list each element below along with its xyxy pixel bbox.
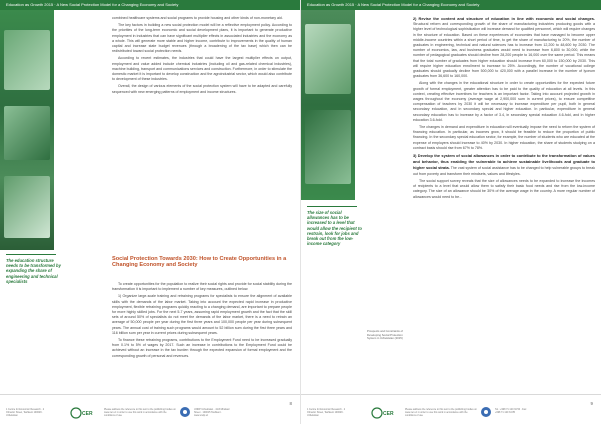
paragraph-text: Structural reform and corresponding growth of the share of manufacturing industries producing goods with a higher level of technological sophistication will increase demand for qualified personnel, which will require changes in the structure of education. Based on these experiences of economies that have managed to become upper middle-income countries within a short period of time, to get the share of manufacturing to 20%, the number of graduates in engineering, technical and natural sciences has to increase from 12,200 to 48,600 by 2030. The number of economics, law, and business graduates would need to increase from 6,800 to 30,000, while the number of pedagogical graduates should decline from 28,200 people to 16,000 over the same period. This means that the total number of graduates from higher education should increase from 60,000 to 150,000 by 2030. This will require higher education enrollment to increase to 25%. Accordingly, the number of vocational college graduates should gradually decline from 500,000 to 420,000 with a parallel increase in the number of lyceum graduates from 36,600 to 160,000. — [413, 22, 595, 79]
un-emblem-icon — [180, 407, 190, 417]
page-header-right: Education as Growth 2015 · A New Social Protection Model for a Changing Economy and Society — [301, 0, 601, 10]
paragraph — [413, 81, 595, 123]
footer-address: 1 Centre for Economic Research · 2 Olmazor Street, Tashkent 100029 · Uzbekistan — [307, 408, 346, 418]
page-footer-left — [0, 394, 300, 424]
photo-people-3 — [4, 176, 50, 238]
left-body-top — [112, 16, 292, 97]
paragraph — [413, 179, 595, 200]
paragraph: According to recent estimates, the industries that could have the largest multiplier effects on output, employment and value added include chemical industries (including oil and gas-related chemical industries), machine building, transport and communications services and construction. Furthermore, in order to stimulate the domestic market it is important to develop construction and the agroindustrial sector, which would also contribute to development of these industries. — [112, 56, 292, 82]
photo-strip-right — [301, 10, 355, 200]
section-title: Social Protection Towards 2030: How to Create Opportunities in a Changing Economy and Society — [112, 256, 287, 269]
left-body-bottom — [112, 282, 292, 361]
footer-disclaimer: Please address the reference to this text to the publishing bodies on www.cer.uz in order to use this work in accordance with the conditions of use — [405, 408, 477, 418]
sidebar-quote-left: The education structure needs to be transformed by expanding the share of engineering and technical specialists — [6, 258, 61, 284]
footer-address: 1 Centre for Economic Research · 2 Olmazor Street, Tashkent 100029 · Uzbekistan — [6, 408, 45, 418]
paragraph: To create opportunities for the population to realize their social rights and provide for social stability during the transformation it is important to implement a number of key measures, outlined below. — [112, 282, 292, 292]
paragraph: 1) Organize large-scale training and retraining programs for specialists to ensure the alignment of available skills with the demands of the labor market. Taking into account the expected rapid increase in productive employment, flexible retraining programs quickly reacting to a changing demand, are important to prepare people for more highly skilled jobs. For the next 5-7 years, assuming rapid employment growth and the fact that the skill sets of around 50% of specialists do not meet the demands of the labor market, there is a need to retrain an average of 50,000 people per year during the first three years and 100,000 people per year during subsequent years. The annual cost of training such programs would amount to 52 billion sum during the first three years and 116 billion sum per year in current prices during subsequent years. — [112, 294, 292, 335]
photo-people-1 — [4, 30, 50, 90]
footer-undp: UNDP Uzbekistan · 41/3 Mirabad Street · 100015 Tashkent · www.undp.uz — [194, 408, 230, 418]
paragraph-text: Along with the changes in the educational structure in order to create opportunities for the expected future growth of formal employment, greater attention has to be paid to the quality of education at all levels. In this context, creating effective incentives for teachers is an important factor. Taking into account projected growth in wages throughout the economy (average wage at 2,900,000 sum in current prices), to ensure competitive compensation of teachers by 2030 it will be necessary to increase expenditure per pupil, both in general secondary education, and in secondary special and higher education. In particular, expenditure in general secondary education has to increase by a factor of 3.4, in secondary special education 4.6-fold, and in higher education 3.6-fold. — [413, 81, 595, 122]
paragraph — [413, 125, 595, 151]
page-number: 9 — [590, 401, 593, 406]
right-body — [413, 16, 595, 202]
paragraph-heading: 2) Revise the content and structure of education in line with economic and social changes. — [413, 16, 595, 21]
photo-people-5 — [305, 110, 351, 184]
svg-text:CER: CER — [82, 411, 93, 417]
footer-disclaimer: Please address the reference to this text to the publishing bodies on www.cer.uz in order to use this work in accordance with the conditions of use — [104, 408, 176, 418]
footer-contact: Tel.: +998 71 120 34 50 · Fax: +998 71 120 34 85 — [495, 408, 527, 415]
page-footer-right — [301, 394, 601, 424]
footnote: Prospects and Constraints of Developing Social Protection System in Uzbekistan (2015) — [367, 329, 403, 341]
cer-logo-icon — [70, 407, 93, 419]
page-header-left: Education as Growth 2015 · A New Social Protection Model for a Changing Economy and Society — [0, 0, 300, 10]
left-page — [0, 0, 300, 424]
un-emblem-icon — [481, 407, 491, 417]
paragraph-text: The social support survey reveals that the size of allowances needs to be expanded to increase the incomes of recipients to a level that would allow them to satisfy their basic food needs and rise from the low-income category. The size of an allowance should be 30% of the average wage in the country. A more regular number of allowances would need to be... — [413, 178, 595, 199]
paragraph: To finance these retraining programs, contributions to the Employment Fund need to be increased gradually from 0.1% to 5% of wages by 2017. Such an increase in contributions to the Employment Fund could be achieved without an increase in the tax burden through the expected expansion of formal employment and the corresponding growth of personal and revenues. — [112, 338, 292, 358]
photo-people-4 — [305, 24, 351, 94]
page-number: 8 — [289, 401, 292, 406]
paragraph-text: The vast system of social assistance has to be changed to help vulnerable groups to break out from poverty and transform their mindsets, values and lifestyles. — [413, 166, 595, 176]
quote-rule-top — [6, 254, 56, 255]
paragraph-heading: 3) Develop the system of social allowances in order to contribute to the transformation of values and behavior, thus enabling the vulnerable to achieve sustainable livelihoods and graduate to higher social strata. — [413, 153, 595, 171]
paragraph-text: The changes in demand and expenditure in education will eventually impose the need to reform the system of financing education. In particular, as incomes grow, it should be feasible to reduce the proportion of public financing. In the secondary special education sector, for example, the number of students who are educated at the expense of employers should increase to 40% by 2030. In higher education, the share of students studying on a contract basis should rise from 67% to 78%. — [413, 125, 595, 150]
photo-strip-left — [0, 10, 54, 250]
paragraph — [413, 153, 595, 177]
paragraph: Overall, the design of various elements of the social protection system will have to be adapted and carefully sequenced with new emerging patterns of employment and income structures. — [112, 84, 292, 94]
svg-text:CER: CER — [383, 411, 394, 417]
quote-rule-top — [307, 206, 357, 207]
right-page — [300, 0, 600, 424]
paragraph: The key factors in building a new social protection model will be a reflective employment policy. According to the priorities of the long-term economic and social development plans, it is important to generate productive employment in industries that can have significant multiplier effects in associated industries and the economy as a whole. This will generate more stable and higher income, contribute to improvements in the quality of human capital and increase state budget revenues (through a broadening of the tax base) which then can be redistributed toward social protection needs. — [112, 23, 292, 54]
sidebar-quote-right: The size of social allowances has to be increased to a level that would allow the recipient to restrain, look for jobs and break out from the low-income category — [307, 210, 362, 247]
paragraph: combined healthcare systems and social programs to provide housing and other kinds of non-monetary aid. — [112, 16, 283, 20]
photo-people-2 — [4, 106, 50, 160]
paragraph — [413, 16, 595, 79]
cer-logo-icon — [371, 407, 394, 419]
